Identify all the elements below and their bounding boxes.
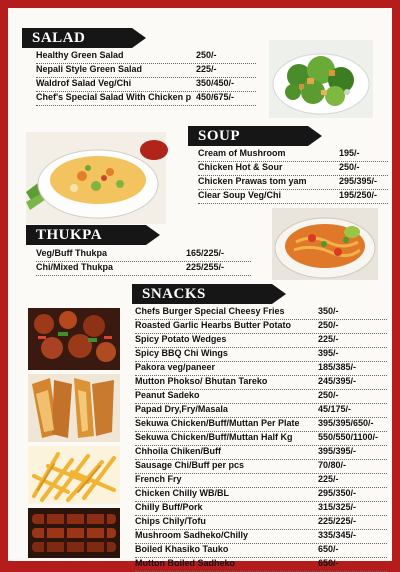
french-fries-photo xyxy=(28,446,120,504)
menu-item xyxy=(135,460,387,474)
item-price: 395/395/- xyxy=(318,446,357,456)
menu-item xyxy=(36,248,251,262)
item-name: Pakora veg/paneer xyxy=(135,362,216,372)
item-price: 185/385/- xyxy=(318,362,357,372)
menu-item xyxy=(36,78,256,92)
menu-item xyxy=(198,176,388,190)
item-price: 315/325/- xyxy=(318,502,357,512)
menu-item xyxy=(198,162,388,176)
item-name: Sausage Chi/Buff per pcs xyxy=(135,460,245,470)
sekuwa-photo xyxy=(28,508,120,558)
snacks-heading-text: SNACKS xyxy=(142,286,206,302)
item-name: Chefs Burger Special Cheesy Fries xyxy=(135,306,285,316)
menu-item xyxy=(135,544,387,558)
thukpa-list xyxy=(36,248,251,276)
item-name: Spicy BBQ Chi Wings xyxy=(135,348,228,358)
item-price: 70/80/- xyxy=(318,460,347,470)
item-name: Boiled Khasiko Tauko xyxy=(135,544,229,554)
menu-item xyxy=(198,148,388,162)
item-price: 225/- xyxy=(318,334,339,344)
item-price: 295/350/- xyxy=(318,488,357,498)
soup-heading-text: SOUP xyxy=(198,128,241,144)
soup-heading xyxy=(188,126,308,146)
item-price: 45/175/- xyxy=(318,404,352,414)
item-price: 350/- xyxy=(318,306,339,316)
menu-item xyxy=(135,376,387,390)
item-name: Healthy Green Salad xyxy=(36,50,124,60)
item-name: Chicken Chilly WB/BL xyxy=(135,488,230,498)
item-price: 245/395/- xyxy=(318,376,357,386)
snacks-list xyxy=(135,306,387,572)
item-price: 225/255/- xyxy=(186,262,225,272)
item-name: Veg/Buff Thukpa xyxy=(36,248,108,258)
menu-item xyxy=(135,404,387,418)
item-price: 395/395/650/- xyxy=(318,418,374,428)
item-price: 650/- xyxy=(318,558,339,568)
item-price: 250/- xyxy=(339,162,360,172)
menu-item xyxy=(135,516,387,530)
menu-item xyxy=(135,348,387,362)
salad-heading xyxy=(22,28,132,48)
menu-item xyxy=(135,334,387,348)
item-name: Mutton Boiled Sadheko xyxy=(135,558,235,568)
menu-item xyxy=(135,362,387,376)
thukpa-heading xyxy=(26,225,146,245)
item-name: Nepali Style Green Salad xyxy=(36,64,143,74)
item-price: 550/550/1100/- xyxy=(318,432,379,442)
item-name: Mushroom Sadheko/Chilly xyxy=(135,530,249,540)
menu-item xyxy=(135,418,387,432)
menu-page xyxy=(8,8,392,568)
thukpa-heading-text: THUKPA xyxy=(36,227,103,243)
chilly-chicken-photo xyxy=(28,308,120,370)
item-name: Chilly Buff/Pork xyxy=(135,502,203,512)
menu-item xyxy=(135,488,387,502)
item-name: Papad Dry,Fry/Masala xyxy=(135,404,228,414)
menu-item xyxy=(135,432,387,446)
item-name: Mutton Phokso/ Bhutan Tareko xyxy=(135,376,268,386)
item-price: 195/- xyxy=(339,148,360,158)
menu-item xyxy=(135,446,387,460)
item-price: 165/225/- xyxy=(186,248,225,258)
item-name: Chi/Mixed Thukpa xyxy=(36,262,114,272)
soup-list xyxy=(198,148,388,204)
item-name: Chicken Hot & Sour xyxy=(198,162,283,172)
item-name: Waldrof Salad Veg/Chi xyxy=(36,78,132,88)
menu-item xyxy=(135,474,387,488)
item-price: 650/- xyxy=(318,544,339,554)
item-name: Chicken Prawas tom yam xyxy=(198,176,307,186)
item-name: Sekuwa Chicken/Buff/Muttan Half Kg xyxy=(135,432,293,442)
item-name: French Fry xyxy=(135,474,182,484)
item-name: Clear Soup Veg/Chi xyxy=(198,190,282,200)
item-name: Chef's Special Salad With Chicken p xyxy=(36,92,192,102)
item-name: Roasted Garlic Hearbs Butter Potato xyxy=(135,320,292,330)
item-price: 250/- xyxy=(318,390,339,400)
menu-item xyxy=(135,390,387,404)
item-name: Sekuwa Chicken/Buff/Muttan Per Plate xyxy=(135,418,300,428)
item-name: Chips Chily/Tofu xyxy=(135,516,206,526)
tom-yam-photo xyxy=(272,208,378,280)
veg-soup-photo xyxy=(26,132,166,224)
menu-item xyxy=(135,320,387,334)
item-price: 225/- xyxy=(318,474,339,484)
item-price: 350/450/- xyxy=(196,78,235,88)
item-price: 250/- xyxy=(196,50,217,60)
menu-item xyxy=(36,64,256,78)
salad-heading-text: SALAD xyxy=(32,30,86,46)
potato-wedges-photo xyxy=(28,374,120,442)
menu-item xyxy=(135,306,387,320)
menu-item xyxy=(36,92,256,106)
menu-item xyxy=(198,190,388,204)
item-price: 395/- xyxy=(318,348,339,358)
item-price: 335/345/- xyxy=(318,530,357,540)
salad-list xyxy=(36,50,256,106)
item-price: 295/395/- xyxy=(339,176,378,186)
snacks-heading xyxy=(132,284,272,304)
salad-photo xyxy=(269,40,373,118)
item-name: Cream of Mushroom xyxy=(198,148,286,158)
menu-item xyxy=(135,502,387,516)
menu-item xyxy=(36,50,256,64)
item-name: Peanut Sadeko xyxy=(135,390,200,400)
menu-item xyxy=(135,530,387,544)
item-price: 195/250/- xyxy=(339,190,378,200)
item-name: Spicy Potato Wedges xyxy=(135,334,227,344)
item-price: 450/675/- xyxy=(196,92,235,102)
menu-item xyxy=(36,262,251,276)
item-price: 225/225/- xyxy=(318,516,357,526)
item-name: Chhoila Chiken/Buff xyxy=(135,446,221,456)
menu-item xyxy=(135,558,387,572)
item-price: 225/- xyxy=(196,64,217,74)
item-price: 250/- xyxy=(318,320,339,330)
